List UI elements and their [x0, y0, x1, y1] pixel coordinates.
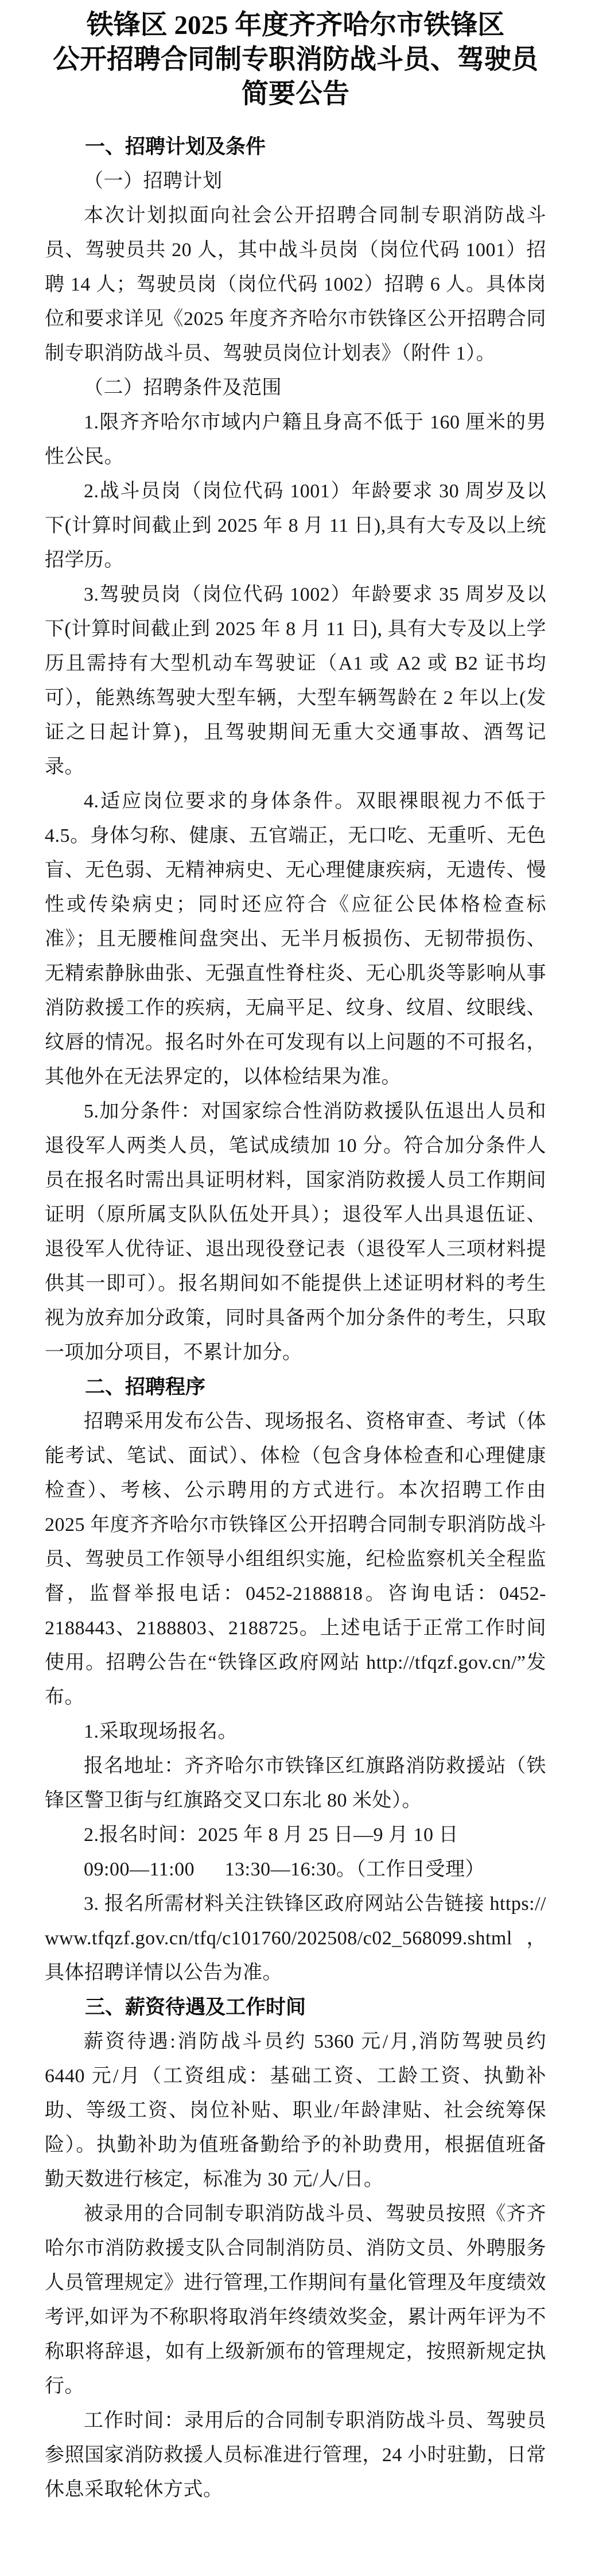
paragraph-onsite-registration: 1.采取现场报名。: [84, 1721, 238, 1742]
document-title-line-1: 铁锋区 2025 年度齐齐哈尔市铁锋区: [86, 10, 505, 40]
document-title: [45, 8, 546, 111]
section-recruitment-plan-and-conditions: [45, 130, 546, 1370]
paragraph-procedure-overview-phones: 招聘采用发布公告、现场报名、资格审查、考试（体能考试、笔试、面试）、体检（包含身体检查和心理健康检查）、考核、公示聘用的方式进行。本次招聘工作由 2025 年度齐齐哈尔市铁锋区公开招聘合同制专职消防战斗员、驾驶员工作领导小组组织实施，纪检监察机关全程监督，监督举报电话：0452-2188818。咨询电话：0452-2188443、2188803、2188725。上述电话于正常工作时间使用。招聘公告在“铁锋区政府网站 http://tfqzf.gov.cn/”发布。: [45, 1411, 546, 1708]
paragraph-condition-driver-age-license: 3.驾驶员岗（岗位代码 1002）年龄要求 35 周岁及以下(计算时间截止到 2025 年 8 月 11 日), 具有大专及以上学历且需持有大型机动车驾驶证（A1 或 A2 或 B2 证书均可），能熟练驾驶大型车辆，大型车辆驾龄在 2 年以上(发证之日起计算)，且驾驶期间无重大交通事故、酒驾记录。: [45, 584, 546, 778]
paragraph-condition-physical: 4.适应岗位要求的身体条件。双眼裸眼视力不低于 4.5。身体匀称、健康、五官端正，无口吃、无重听、无色盲、无色弱、无精神病史、无心理健康疾病，无遗传、慢性或传染病史；同时还应符合《应征公民体格检查标准》；且无腰椎间盘突出、无半月板损伤、无韧带损伤、无精索静脉曲张、无强直性脊柱炎、无心肌炎等影响从事消防救援工作的疾病，无扁平足、纹身、纹眉、纹眼线、纹唇的情况。报名时外在可发现有以上问题的不可报名，其他外在无法界定的，以体检结果为准。: [45, 791, 546, 1088]
paragraph-management-rules: 被录用的合同制专职消防战斗员、驾驶员按照《齐齐哈尔市消防救援支队合同制消防员、消防文员、外聘服务人员管理规定》进行管理,工作期间有量化管理及年度绩效考评,如评为不称职将取消年终绩效奖金，累计两年评为不称职将辞退，如有上级新颁布的管理规定，按照新规定执行。: [45, 2203, 546, 2397]
document-title-line-2: 公开招聘合同制专职消防战斗员、驾驶员: [53, 45, 538, 75]
paragraph-condition-residency-height: 1.限齐齐哈尔市域内户籍且身高不低于 160 厘米的男性公民。: [45, 412, 546, 467]
document-body: [45, 130, 546, 2507]
paragraph-recruitment-plan: 本次计划拟面向社会公开招聘合同制专职消防战斗员、驾驶员共 20 人，其中战斗员岗（岗位代码 1001）招聘 14 人；驾驶员岗（岗位代码 1002）招聘 6 人。具体岗位和要求详见《2025 年度齐齐哈尔市铁锋区公开招聘合同制专职消防战斗员、驾驶员岗位计划表》（附件 1）。: [45, 205, 546, 364]
paragraph-registration-dates: 2.报名时间：2025 年 8 月 25 日—9 月 10 日: [84, 1824, 458, 1846]
section-1-heading: 一、招聘计划及条件: [85, 136, 266, 158]
paragraph-registration-materials-link: 3. 报名所需材料关注铁锋区政府网站公告链接 https://www.tfqzf.gov.cn/tfq/c101760/202508/c02_568099.shtml，具体招聘详情以公告为准。: [45, 1893, 546, 1983]
paragraph-condition-fighter-age: 2.战斗员岗（岗位代码 1001）年龄要求 30 周岁及以下(计算时间截止到 2025 年 8 月 11 日),具有大专及以上统招学历。: [45, 481, 546, 571]
section-salary-and-working-hours: [45, 1990, 546, 2507]
paragraph-registration-address: 报名地址：齐齐哈尔市铁锋区红旗路消防救援站（铁锋区警卫街与红旗路交叉口东北 80 米处）。: [45, 1755, 546, 1811]
paragraph-salary-details: 薪资待遇:消防战斗员约 5360 元/月,消防驾驶员约 6440 元/月（工资组成：基础工资、工龄工资、执勤补助、等级工资、岗位补贴、职业/年龄津贴、社会统筹保险）。执勤补助为值班备勤给予的补助费用，根据值班备勤天数进行核定，标准为 30 元/人/日。: [45, 2031, 546, 2190]
section-3-heading: 三、薪资待遇及工作时间: [85, 1996, 306, 2018]
paragraph-working-hours: 工作时间：录用后的合同制专职消防战斗员、驾驶员参照国家消防救援人员标准进行管理，24 小时驻勤，日常休息采取轮休方式。: [45, 2410, 546, 2500]
section-2-heading: 二、招聘程序: [85, 1376, 206, 1398]
section-1-subheading-conditions: （二）招聘条件及范围: [84, 377, 282, 399]
document-title-line-3: 简要公告: [242, 79, 349, 109]
paragraph-registration-hours: 09:00—11:00 13:30—16:30。（工作日受理）: [84, 1859, 485, 1880]
section-1-subheading-plan: （一）招聘计划: [84, 171, 223, 192]
section-recruitment-procedure: [45, 1370, 546, 1990]
paragraph-condition-bonus-points: 5.加分条件：对国家综合性消防救援队伍退出人员和退役军人两类人员，笔试成绩加 10 分。符合加分条件人员在报名时需出具证明材料，国家消防救援人员工作期间证明（原所属支队队伍处开具）；退役军人出具退伍证、退役军人优待证、退出现役登记表（退役军人三项材料提供其一即可）。报名期间如不能提供上述证明材料的考生视为放弃加分政策，同时具备两个加分条件的考生，只取一项加分项目，不累计加分。: [45, 1101, 546, 1363]
